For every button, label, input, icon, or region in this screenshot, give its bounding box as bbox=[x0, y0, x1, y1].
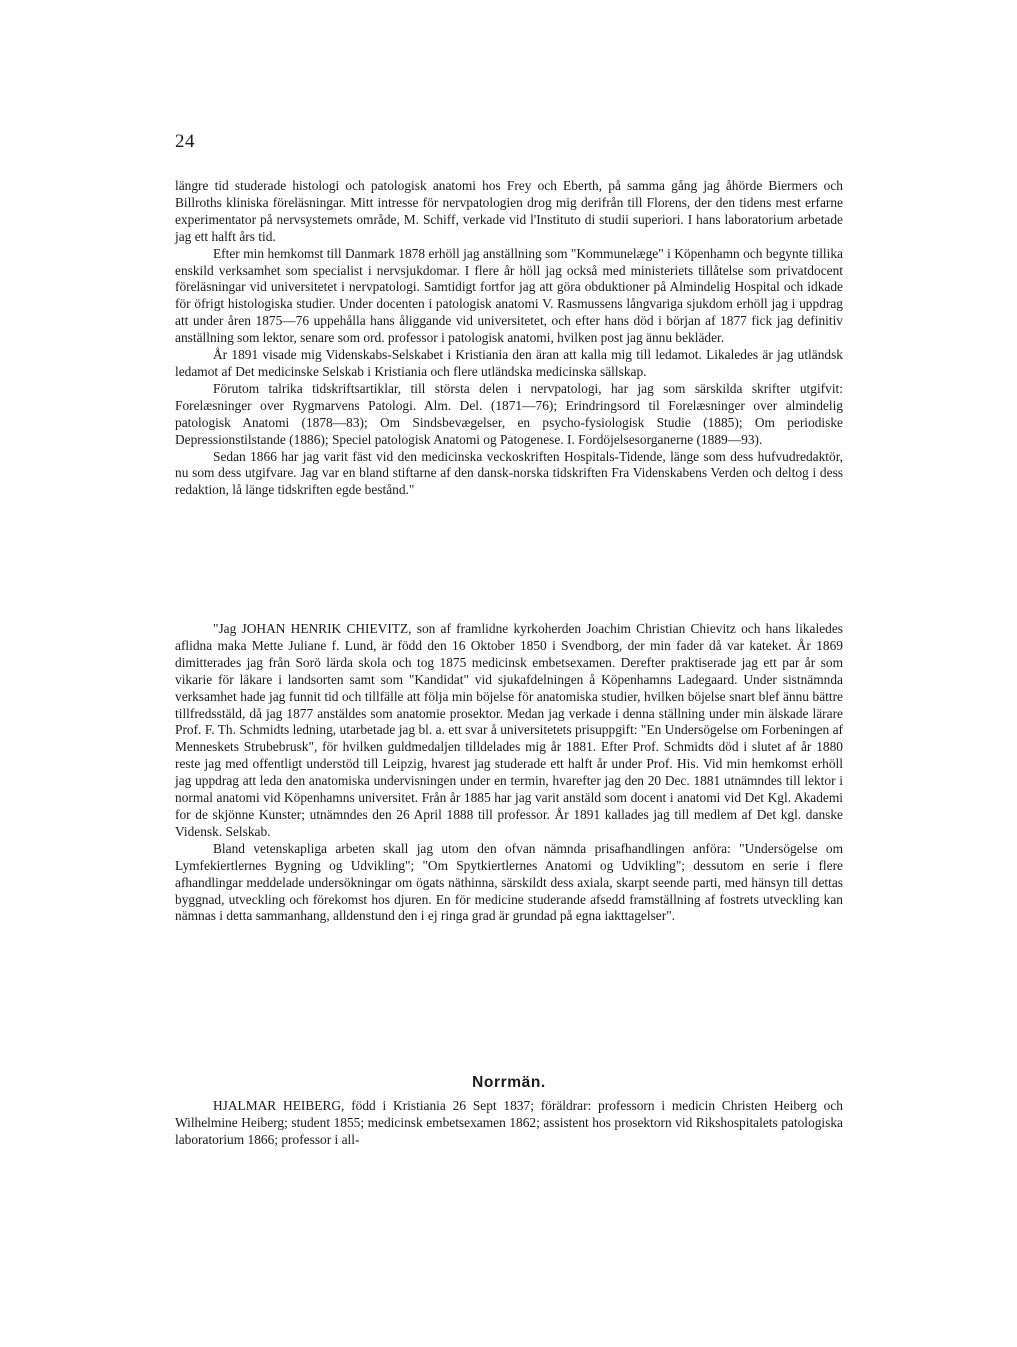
paragraph: HJALMAR HEIBERG, född i Kristiania 26 Sept 1837; föräldrar: professorn i medicin Christen Heiberg och Wilhelmine Heiberg; student 1855; medicinsk embetsexamen 1862; assistent hos prosektorn vid Rikshospitalets patologiska laboratorium 1866; professor i all- bbox=[175, 1098, 843, 1147]
text-section-2 bbox=[175, 621, 843, 925]
paragraph: Förutom talrika tidskriftsartiklar, till största delen i nervpatologi, har jag som särskilda skrifter utgifvit: Forelæsninger over Rygmarvens Patologi. Alm. Del. (1871—76); Erindringsord til Forelæsninger over almindelig patologisk Anatomi (1878—83); Om Sindsbevægelser, en psycho-fysiologisk Studie (1885); Om periodiske Depressionstilstande (1886); Speciel patologisk Anatomi og Patogenese. I. Fordöjelsesorganerne (1889—93). bbox=[175, 380, 843, 447]
paragraph: År 1891 visade mig Videnskabs-Selskabet i Kristiania den äran att kalla mig till ledamot. Likaledes är jag utländsk ledamot af Det medicinske Selskab i Kristiania och flere utländska medicinska sällskap. bbox=[175, 347, 843, 379]
paragraph: längre tid studerade histologi och patologisk anatomi hos Frey och Eberth, på samma gång jag åhörde Biermers och Billroths kliniska föreläsningar. Mitt intresse för nervpatologien drog mig derifrån till Florens, der den tidens mest erfarne experimentator på nervsystemets område, M. Schiff, verkade vid l'Instituto di studii superiori. I hans laboratorium arbetade jag ett halft års tid. bbox=[175, 178, 843, 244]
text-section-3 bbox=[175, 1098, 843, 1149]
paragraph: Bland vetenskapliga arbeten skall jag utom den ofvan nämnda prisafhandlingen anföra: "Undersögelse om Lymfekiertlernes Bygning og Udvikling"; "Om Spytkiertlernes Anatomi og Udvikling"; dessutom en serie i flere afhandlingar meddelade undersökningar om ögats näthinna, särskildt dess axiala, skarpt seende parti, med hänsyn till dettas byggnad, utveckling och förekomst hos djuren. En för medicine studerande afsedd framställning af fostrets utveckling kan nämnas i detta sammanhang, alldenstund den i ej ringa grad är grundad på egna iakttagelser". bbox=[175, 840, 843, 924]
section-heading: Norrmän. bbox=[472, 1074, 546, 1091]
page-number: 24 bbox=[175, 131, 195, 152]
paragraph: Sedan 1866 har jag varit fäst vid den medicinska veckoskriften Hospitals-Tidende, länge som dess hufvudredaktör, nu som dess utgifvare. Jag var en bland stiftarne af den dansk-norska tidskriften Fra Videnskabens Verden och deltog i dess redaktion, lå länge tidskriften egde bestånd." bbox=[175, 448, 843, 498]
text-section-1 bbox=[175, 178, 843, 499]
paragraph: Efter min hemkomst till Danmark 1878 erhöll jag anställning som "Kommunelæge" i Köpenhamn och begynte tillika enskild verksamhet som specialist i nervsjukdomar. I flere år höll jag också med ministeriets tillåtelse som privatdocent föreläsningar vid universitetet i nervpatologi. Samtidigt fortfor jag att göra obduktioner på Almindelig Hospital och idkade för öfrigt histologiska studier. Under docenten i patologisk anatomi V. Rasmussens långvariga sjukdom erhöll jag i uppdrag att under åren 1875—76 uppehålla hans åliggande vid universitetet, och efter hans död i början af 1877 fick jag definitiv anställning som lektor, senare som ord. professor i patologisk anatomi, hvilken post jag ännu bekläder. bbox=[175, 245, 843, 346]
paragraph: "Jag JOHAN HENRIK CHIEVITZ, son af framlidne kyrkoherden Joachim Christian Chievitz och hans likaledes aflidna maka Mette Juliane f. Lund, är född den 16 Oktober 1850 i Svendborg, der min fader då var kateket. År 1869 dimitterades jag från Sorö lärda skola och tog 1875 medicinsk embetsexamen. Derefter praktiserade jag ett par år som vikarie för läkare i landsorten samt som "Kandidat" vid sjukafdelningen å Köpenhamns Ladegaard. Under sistnämnda verksamhet hade jag funnit tid och tillfälle att följa min böjelse för anatomiska studier, hvilken böjelse snart blef ännu bättre tillfredsstäld, då jag 1877 anstäldes som anatomie prosektor. Medan jag verkade i denna ställning under min älskade lärare Prof. F. Th. Schmidts ledning, utarbetade jag bl. a. ett svar å universitetets prisuppgift: "En Undersögelse om Forbeningen af Menneskets Strubebrusk", för hvilken guldmedaljen tilldelades mig år 1881. Efter Prof. Schmidts död i slutet af år 1880 reste jag med offentligt understöd till Leipzig, hvarest jag studerade ett halft år under Prof. His. Vid min hemkomst erhöll jag uppdrag att leda den anatomiska undervisningen under en termin, hvarefter jag den 20 Dec. 1881 utnämndes till lektor i normal anatomi vid Köpenhamns universitet. Från år 1885 har jag varit anstäld som docent i anatomi vid Det Kgl. Akademi for de skjönne Kunster; utnämndes den 26 April 1888 till professor. År 1891 kallades jag till medlem af Det kgl. danske Vidensk. Selskab. bbox=[175, 621, 843, 839]
